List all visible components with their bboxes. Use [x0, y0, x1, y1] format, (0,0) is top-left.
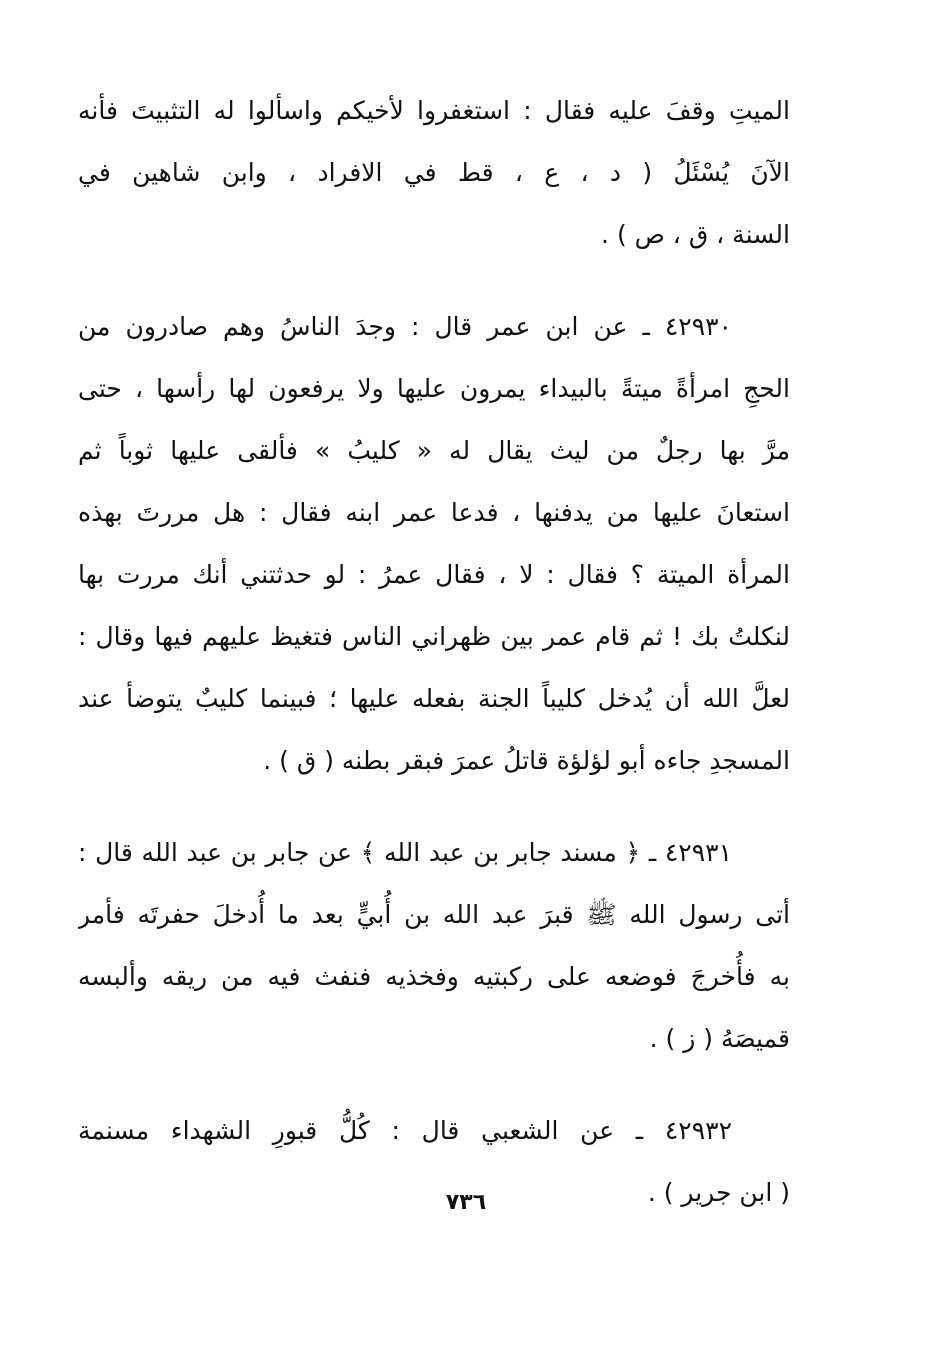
paragraph-2 — [78, 296, 790, 792]
page-number: ٧٣٦ — [445, 1190, 487, 1215]
paragraph-gap — [78, 1070, 790, 1100]
text-line: قميصَهُ ( ز ) . — [649, 1024, 790, 1053]
text-line: ٤٢٩٣١ ـ ﴿ مسند جابر بن عبد الله ﴾ عن جابر بن عبد الله قال : — [78, 838, 732, 867]
text-line: مرَّ بها رجلٌ من ليث يقال له « كليبُ » فألقى عليها ثوباً ثم — [78, 436, 790, 465]
text-line: المسجدِ جاءه أبو لؤلؤة قاتلُ عمرَ فبقر بطنه ( ق ) . — [263, 746, 790, 775]
text-line: المرأة الميتة ؟ فقال : لا ، فقال عمرُ : لو حدثتني أنك مررت بها — [78, 560, 790, 589]
paragraph-3 — [78, 822, 790, 1070]
text-line: أتى رسول الله ﷺ قبرَ عبد الله بن أُبيٍّ بعد ما أُدخلَ حفرتَه فأمر — [78, 900, 790, 929]
text-line: ٤٢٩٣٢ ـ عن الشعبي قال : كُلُّ قبورِ الشهداء مسنمة — [78, 1116, 732, 1145]
text-line: استعانَ عليها من يدفنها ، فدعا عمر ابنه فقال : هل مررتَ بهذه — [78, 498, 790, 527]
paragraph-gap — [78, 792, 790, 822]
page-text — [78, 80, 790, 1224]
text-line: ( ابن جرير ) . — [647, 1178, 790, 1207]
text-line: السنة ، ق ، ص ) . — [601, 220, 790, 249]
text-line: الآنَ يُسْئَلُ ( د ، ع ، قط في الافراد ، وابن شاهين في — [78, 158, 790, 187]
paragraph-1 — [78, 80, 790, 266]
paragraph-gap — [78, 266, 790, 296]
text-line: لعلَّ الله أن يُدخل كليباً الجنة بفعله عليها ؛ فبينما كليبٌ يتوضأ عند — [78, 684, 790, 713]
text-line: الميتِ وقفَ عليه فقال : استغفروا لأخيكم واسألوا له التثبيتَ فأنه — [78, 96, 790, 125]
text-line: الحجِ امرأةً ميتةً بالبيداء يمرون عليها ولا يرفعون لها رأسها ، حتى — [78, 374, 790, 403]
text-line: ٤٢٩٣٠ ـ عن ابن عمر قال : وجدَ الناسُ وهم صادرون من — [78, 312, 732, 341]
text-line: لنكلتُ بك ! ثم قام عمر بين ظهراني الناس فتغيظ عليهم فيها وقال : — [78, 622, 790, 651]
text-line: به فأُخرجَ فوضعه على ركبتيه وفخذيه فنفث فيه من ريقه وألبسه — [78, 962, 790, 991]
